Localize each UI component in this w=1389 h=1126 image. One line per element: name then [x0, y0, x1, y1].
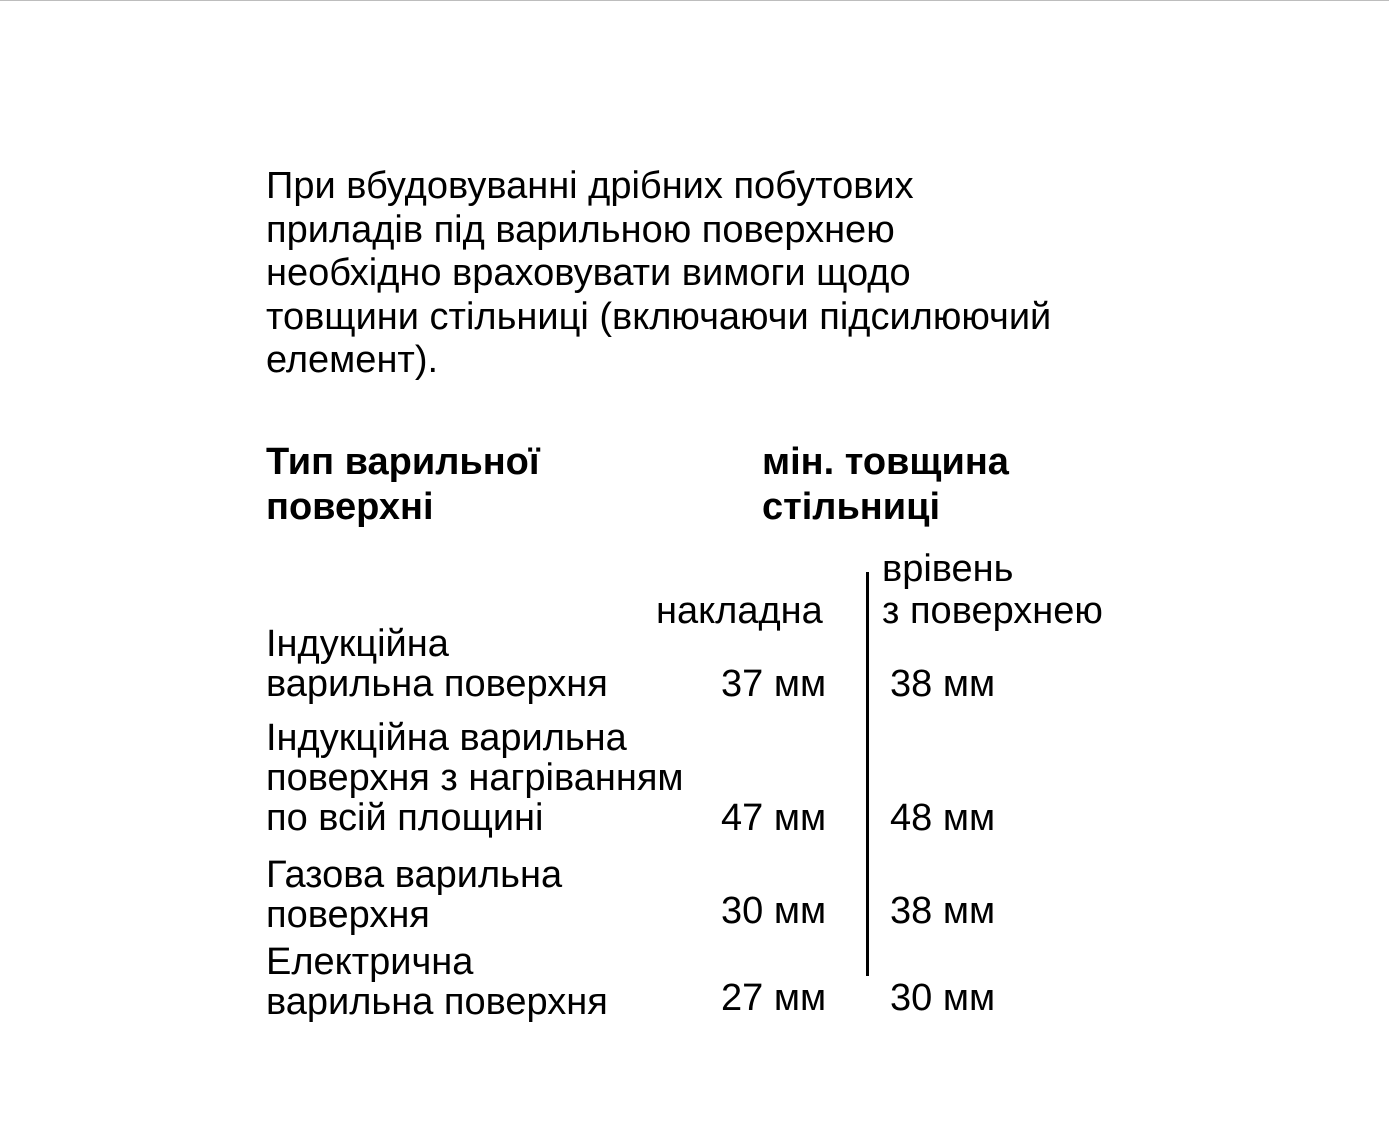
top-border-line	[0, 0, 1389, 1]
intro-paragraph: При вбудовуванні дрібних побутових приладів під варильною поверхнею необхідно враховувати вимоги щодо товщини стільниці (включаючи підсилюючий елемент).	[266, 165, 1052, 381]
row-label-full-area-induction: Індукційна варильна поверхня з нагріванням по всій площині	[266, 717, 684, 839]
value-flush-electric: 30 мм	[890, 977, 996, 1019]
row-label-gas: Газова варильна поверхня	[266, 854, 563, 936]
value-overlay-induction: 37 мм	[721, 663, 827, 705]
subheader-flush: врівень з поверхнею	[882, 548, 1103, 632]
value-flush-full-area-induction: 48 мм	[890, 797, 996, 839]
row-label-electric: Електрична варильна поверхня	[266, 941, 608, 1023]
value-flush-gas: 38 мм	[890, 890, 996, 932]
column-divider	[866, 572, 869, 976]
row-label-induction: Індукційна варильна поверхня	[266, 623, 608, 705]
column-header-min-thickness: мін. товщина стільниці	[762, 441, 1009, 528]
value-overlay-gas: 30 мм	[721, 890, 827, 932]
column-header-hob-type: Тип варильної поверхні	[266, 441, 540, 528]
value-overlay-full-area-induction: 47 мм	[721, 797, 827, 839]
value-overlay-electric: 27 мм	[721, 977, 827, 1019]
value-flush-induction: 38 мм	[890, 663, 996, 705]
subheader-overlay: накладна	[656, 590, 823, 632]
